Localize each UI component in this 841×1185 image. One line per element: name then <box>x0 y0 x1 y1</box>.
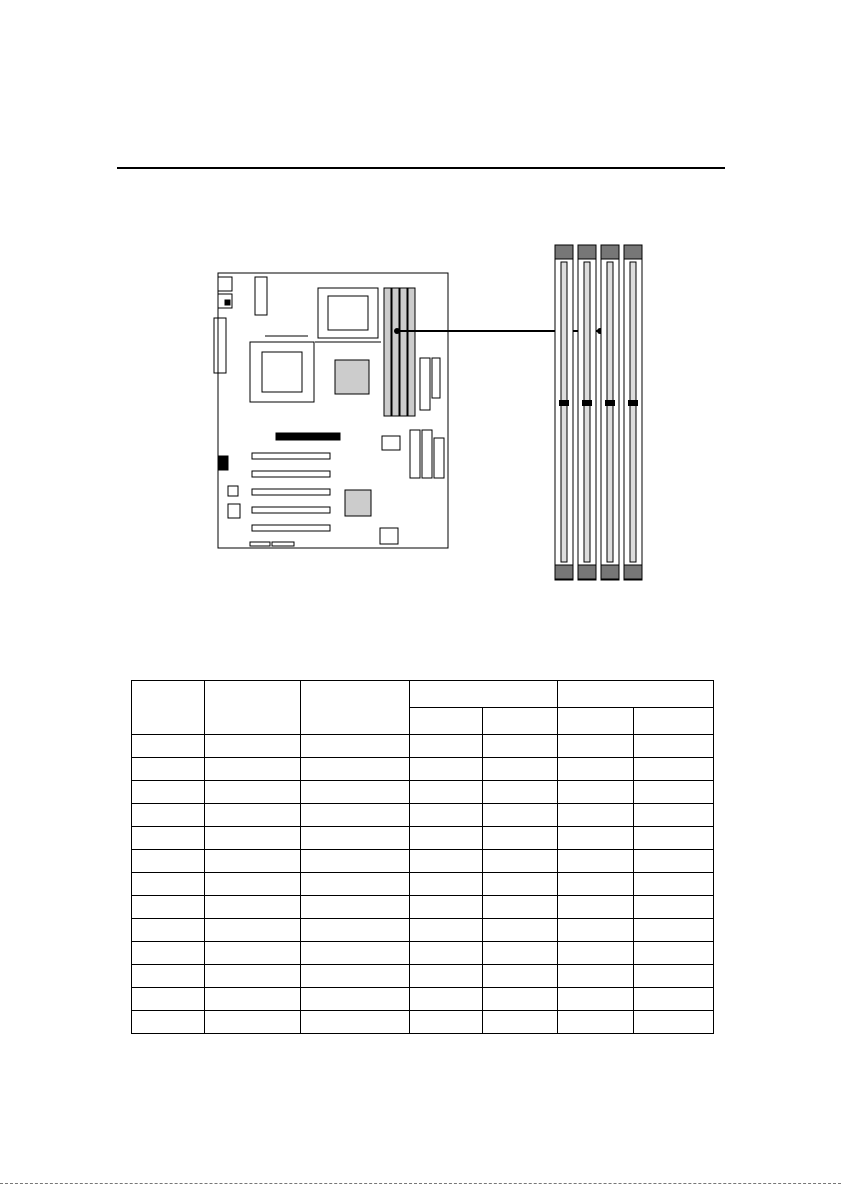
table-cell <box>558 873 634 896</box>
table-cell <box>483 919 558 942</box>
table-cell <box>132 988 205 1011</box>
table-cell <box>634 758 714 781</box>
table-row <box>132 804 714 827</box>
table-cell <box>301 758 410 781</box>
table-cell <box>483 942 558 965</box>
table-cell <box>132 1011 205 1034</box>
table-cell <box>483 988 558 1011</box>
table-cell <box>132 781 205 804</box>
table-cell <box>483 1011 558 1034</box>
table-cell <box>205 919 301 942</box>
memory-configuration-table <box>131 680 714 1034</box>
table-cell <box>558 919 634 942</box>
table-cell <box>410 827 483 850</box>
table-cell <box>410 850 483 873</box>
table-cell <box>558 942 634 965</box>
table-cell <box>132 804 205 827</box>
table-cell <box>483 804 558 827</box>
table-cell <box>301 804 410 827</box>
table-cell <box>205 988 301 1011</box>
table-cell <box>558 896 634 919</box>
table-cell <box>132 919 205 942</box>
table-subheader-cell <box>634 708 714 735</box>
table-cell <box>634 1011 714 1034</box>
table-cell <box>410 781 483 804</box>
table-cell <box>410 942 483 965</box>
table-cell <box>132 942 205 965</box>
table-row <box>132 988 714 1011</box>
table-row <box>132 873 714 896</box>
table-subheader-cell <box>558 708 634 735</box>
table-row <box>132 850 714 873</box>
table-cell <box>634 850 714 873</box>
table-cell <box>558 1011 634 1034</box>
table-row <box>132 942 714 965</box>
section-header-rule <box>117 167 725 169</box>
table-cell <box>205 804 301 827</box>
table-cell <box>558 781 634 804</box>
table-cell <box>483 758 558 781</box>
table-cell <box>410 965 483 988</box>
table-cell <box>483 850 558 873</box>
table-cell <box>205 1011 301 1034</box>
table-cell <box>301 850 410 873</box>
table-cell <box>301 1011 410 1034</box>
table-cell <box>205 873 301 896</box>
table-cell <box>410 988 483 1011</box>
table-cell <box>483 873 558 896</box>
table-cell <box>410 873 483 896</box>
table-cell <box>410 919 483 942</box>
table-header-cell <box>205 681 301 735</box>
table-subheader-cell <box>410 708 483 735</box>
table-row <box>132 781 714 804</box>
table-cell <box>483 781 558 804</box>
table-cell <box>558 804 634 827</box>
table-cell <box>558 827 634 850</box>
dimm-slot <box>624 245 642 580</box>
table-cell <box>205 850 301 873</box>
table-cell <box>132 735 205 758</box>
table-cell <box>301 942 410 965</box>
table-row <box>132 965 714 988</box>
table-cell <box>205 942 301 965</box>
table-row <box>132 1011 714 1034</box>
table-cell <box>634 965 714 988</box>
dimm-slots-enlarged <box>555 245 642 580</box>
table-cell <box>205 781 301 804</box>
table-cell <box>301 965 410 988</box>
table-cell <box>634 827 714 850</box>
table-cell <box>410 1011 483 1034</box>
table-cell <box>410 896 483 919</box>
table-header-cell <box>410 681 558 708</box>
table-row <box>132 758 714 781</box>
table-cell <box>132 850 205 873</box>
table-cell <box>301 896 410 919</box>
table-cell <box>301 827 410 850</box>
memory-slot-figure <box>210 240 660 590</box>
table-cell <box>558 850 634 873</box>
table-cell <box>634 781 714 804</box>
table-header-row <box>132 681 714 708</box>
table-cell <box>301 781 410 804</box>
table-cell <box>205 896 301 919</box>
motherboard-diagram <box>214 273 448 548</box>
table-cell <box>410 735 483 758</box>
table-cell <box>634 919 714 942</box>
table-cell <box>558 735 634 758</box>
table-cell <box>634 873 714 896</box>
table-cell <box>301 988 410 1011</box>
table-cell <box>132 873 205 896</box>
table-header-cell <box>132 681 205 735</box>
table-row <box>132 919 714 942</box>
table-cell <box>483 735 558 758</box>
table-cell <box>558 758 634 781</box>
table-cell <box>558 965 634 988</box>
dimm-slot <box>601 245 619 580</box>
table-cell <box>410 804 483 827</box>
table-row <box>132 735 714 758</box>
table-cell <box>634 896 714 919</box>
table-cell <box>205 735 301 758</box>
table-cell <box>634 804 714 827</box>
dimm-slot <box>578 245 596 580</box>
dimm-slot <box>555 245 573 580</box>
table-cell <box>205 965 301 988</box>
table-row <box>132 896 714 919</box>
table-header-cell <box>301 681 410 735</box>
table-cell <box>132 965 205 988</box>
table-cell <box>634 988 714 1011</box>
table-row <box>132 827 714 850</box>
table-header-cell <box>558 681 714 708</box>
table-cell <box>483 896 558 919</box>
table-cell <box>205 758 301 781</box>
table-cell <box>301 919 410 942</box>
table-cell <box>558 988 634 1011</box>
table-cell <box>301 735 410 758</box>
table-cell <box>634 942 714 965</box>
table-cell <box>132 758 205 781</box>
table-cell <box>483 965 558 988</box>
table-cell <box>301 873 410 896</box>
table-subheader-cell <box>483 708 558 735</box>
table-cell <box>634 735 714 758</box>
table-cell <box>205 827 301 850</box>
table-cell <box>410 758 483 781</box>
table-cell <box>132 827 205 850</box>
table-cell <box>132 896 205 919</box>
table-cell <box>483 827 558 850</box>
